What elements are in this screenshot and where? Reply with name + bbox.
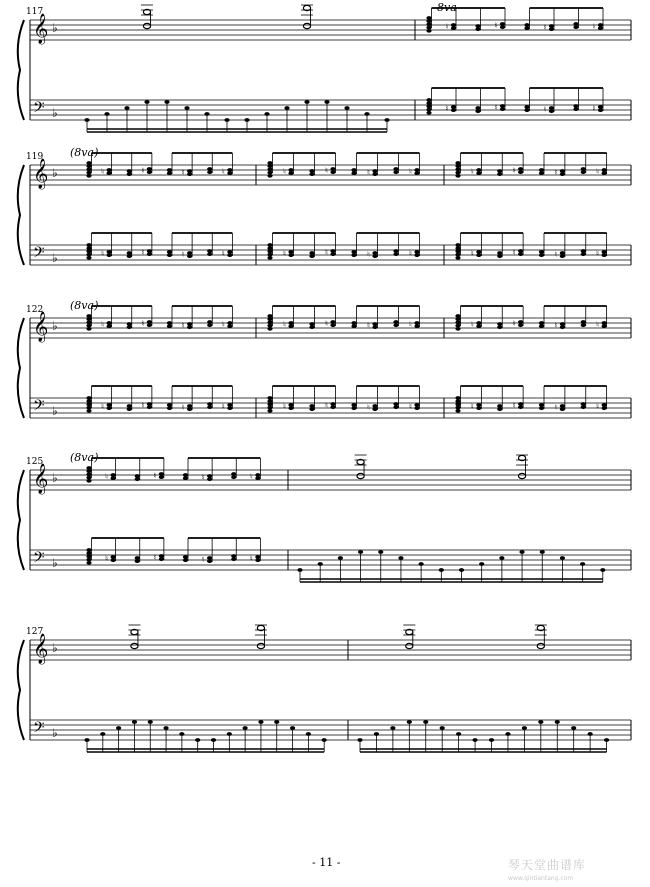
chord-note <box>227 324 232 328</box>
natural-accidental-icon: ♮ <box>470 167 474 176</box>
chord-note <box>497 254 502 258</box>
chord-note <box>147 170 152 174</box>
natural-accidental-icon: ♮ <box>445 104 449 113</box>
natural-accidental-icon: ♮ <box>543 105 547 114</box>
chord-note <box>476 406 481 410</box>
chord-note <box>127 407 132 411</box>
chord-note <box>86 409 91 413</box>
chord-note <box>539 324 544 328</box>
natural-accidental-icon: ♮ <box>367 321 370 330</box>
natural-accidental-icon: ♮ <box>141 166 145 175</box>
chord-note <box>227 253 232 257</box>
natural-accidental-icon: ♮ <box>105 472 108 481</box>
chord-note <box>207 323 212 327</box>
natural-accidental-icon: ♮ <box>409 249 412 258</box>
chord-note <box>167 171 172 175</box>
brace <box>18 470 24 570</box>
treble-clef-icon: 𝄞 <box>33 159 49 189</box>
chord-note <box>414 253 419 257</box>
natural-accidental-icon: ♮ <box>201 473 205 482</box>
natural-accidental-icon: ♮ <box>409 167 412 176</box>
half-note <box>518 473 525 478</box>
half-note <box>257 643 264 648</box>
chord-note <box>414 171 419 175</box>
chord-note <box>111 558 116 562</box>
site-watermark <box>508 856 648 884</box>
bass-clef-icon: 𝄢 <box>33 99 45 120</box>
treble-staff <box>30 13 631 45</box>
chord-note <box>560 407 565 411</box>
chord-note <box>86 479 91 483</box>
chord-note <box>426 29 431 33</box>
chord-note <box>455 409 460 413</box>
natural-accidental-icon: ♮ <box>181 250 185 259</box>
natural-accidental-icon: ♮ <box>181 403 185 412</box>
chord-note <box>227 171 232 175</box>
chord-note <box>86 561 91 565</box>
brace <box>18 20 24 120</box>
treble-clef-icon: 𝄞 <box>33 312 49 342</box>
chord-note <box>372 172 377 176</box>
chord-note <box>111 476 116 480</box>
note-group <box>267 233 419 260</box>
chord-note <box>183 558 188 562</box>
chord-note <box>330 170 335 174</box>
natural-accidental-icon: ♮ <box>249 554 253 563</box>
natural-accidental-icon: ♮ <box>512 401 516 410</box>
chord-note <box>207 252 212 256</box>
chord-note <box>497 407 502 411</box>
chord-note <box>497 325 502 329</box>
chord-note <box>107 171 112 175</box>
bass-clef-icon: 𝄢 <box>33 549 45 570</box>
chord-note <box>598 108 603 112</box>
chord-note <box>127 172 132 176</box>
natural-accidental-icon: ♮ <box>367 168 370 177</box>
treble-clef-icon: 𝄞 <box>33 464 49 494</box>
system-117 <box>18 1 631 132</box>
natural-accidental-icon: ♮ <box>445 22 449 31</box>
chord-note <box>86 174 91 178</box>
note-group <box>426 88 603 115</box>
natural-accidental-icon: ♮ <box>249 472 253 481</box>
chord-note <box>560 172 565 176</box>
half-note <box>537 643 544 648</box>
chord-note <box>372 407 377 411</box>
chord-note <box>127 254 132 258</box>
natural-accidental-icon: ♮ <box>325 248 328 257</box>
chord-note <box>288 406 293 410</box>
chord-note <box>560 325 565 329</box>
flat-key-signature-icon: ♭ <box>52 556 58 570</box>
chord-note <box>267 327 272 331</box>
chord-note <box>86 256 91 260</box>
chord-note <box>231 557 236 561</box>
chord-note <box>476 171 481 175</box>
chord-note <box>127 325 132 329</box>
natural-accidental-icon: ♮ <box>101 167 104 176</box>
natural-accidental-icon: ♮ <box>470 249 474 258</box>
natural-accidental-icon: ♮ <box>596 402 599 411</box>
chord-note <box>255 476 260 480</box>
brace <box>18 165 24 265</box>
chord-note <box>455 256 460 260</box>
treble-clef-icon: 𝄞 <box>33 634 49 664</box>
natural-accidental-icon: ♮ <box>283 402 286 411</box>
ottava-marking: 8va <box>437 1 457 14</box>
natural-accidental-icon: ♮ <box>409 402 412 411</box>
chord-note <box>573 25 578 29</box>
flat-key-signature-icon: ♭ <box>52 319 58 333</box>
chord-note <box>135 477 140 481</box>
chord-note <box>500 25 505 29</box>
chord-note <box>539 171 544 175</box>
chord-note <box>476 253 481 257</box>
chord-note <box>330 252 335 256</box>
chord-note <box>187 172 192 176</box>
chord-note <box>539 406 544 410</box>
bass-clef-icon: 𝄢 <box>33 244 45 265</box>
chord-note <box>86 327 91 331</box>
chord-note <box>183 476 188 480</box>
natural-accidental-icon: ♮ <box>181 168 185 177</box>
chord-note <box>147 323 152 327</box>
natural-accidental-icon: ♮ <box>101 402 104 411</box>
chord-note <box>309 407 314 411</box>
natural-accidental-icon: ♮ <box>592 104 596 113</box>
flat-key-signature-icon: ♭ <box>52 641 58 655</box>
chord-note <box>393 405 398 409</box>
natural-accidental-icon: ♮ <box>283 167 286 176</box>
chord-note <box>602 253 607 257</box>
chord-note <box>581 170 586 174</box>
chord-note <box>159 475 164 479</box>
natural-accidental-icon: ♮ <box>141 401 145 410</box>
natural-accidental-icon: ♮ <box>101 320 104 329</box>
flat-key-signature-icon: ♭ <box>52 471 58 485</box>
chord-note <box>426 111 431 115</box>
chord-note <box>351 253 356 257</box>
natural-accidental-icon: ♮ <box>105 554 108 563</box>
watermark-text: 琴天堂曲谱库 <box>508 858 587 872</box>
system-127 <box>18 625 631 752</box>
natural-accidental-icon: ♮ <box>596 320 599 329</box>
chord-note <box>107 253 112 257</box>
natural-accidental-icon: ♮ <box>494 103 498 112</box>
chord-note <box>560 254 565 258</box>
chord-note <box>393 252 398 256</box>
flat-key-signature-icon: ♭ <box>52 166 58 180</box>
system-122 <box>18 299 631 418</box>
chord-note <box>518 170 523 174</box>
treble-clef-icon: 𝄞 <box>33 14 49 44</box>
ottava-marking: (8va) <box>70 146 99 159</box>
note-group <box>86 386 232 413</box>
note-group <box>455 233 606 260</box>
natural-accidental-icon: ♮ <box>554 168 558 177</box>
flat-key-signature-icon: ♭ <box>52 21 58 35</box>
chord-note <box>451 108 456 112</box>
natural-accidental-icon: ♮ <box>543 23 547 32</box>
chord-note <box>539 253 544 257</box>
natural-accidental-icon: ♮ <box>592 22 596 31</box>
chord-note <box>288 324 293 328</box>
chord-note <box>207 559 212 563</box>
natural-accidental-icon: ♮ <box>221 167 225 176</box>
flat-key-signature-icon: ♭ <box>52 404 58 418</box>
natural-accidental-icon: ♮ <box>494 21 498 30</box>
natural-accidental-icon: ♮ <box>512 319 516 328</box>
natural-accidental-icon: ♮ <box>325 401 328 410</box>
chord-note <box>497 172 502 176</box>
chord-note <box>159 557 164 561</box>
half-note <box>406 643 413 648</box>
chord-note <box>393 170 398 174</box>
measure-number: 119 <box>26 152 44 162</box>
half-note <box>357 473 364 478</box>
natural-accidental-icon: ♮ <box>596 249 599 258</box>
chord-note <box>351 324 356 328</box>
natural-accidental-icon: ♮ <box>367 250 370 259</box>
bass-clef-icon: 𝄢 <box>33 719 45 740</box>
chord-note <box>549 109 554 113</box>
chord-note <box>455 327 460 331</box>
natural-accidental-icon: ♮ <box>470 402 474 411</box>
chord-note <box>207 477 212 481</box>
chord-note <box>330 323 335 327</box>
chord-note <box>167 406 172 410</box>
natural-accidental-icon: ♮ <box>221 249 225 258</box>
chord-note <box>351 406 356 410</box>
chord-note <box>288 171 293 175</box>
chord-note <box>573 107 578 111</box>
ottava-marking: (8va) <box>70 451 99 464</box>
natural-accidental-icon: ♮ <box>141 319 145 328</box>
chord-note <box>330 405 335 409</box>
chord-note <box>524 26 529 30</box>
flat-key-signature-icon: ♭ <box>52 251 58 265</box>
natural-accidental-icon: ♮ <box>153 553 157 562</box>
chord-note <box>309 254 314 258</box>
chord-note <box>602 171 607 175</box>
natural-accidental-icon: ♮ <box>554 403 558 412</box>
treble-staff <box>30 463 631 495</box>
chord-note <box>107 324 112 328</box>
measure-number: 122 <box>26 305 44 315</box>
chord-note <box>351 171 356 175</box>
chord-note <box>602 324 607 328</box>
natural-accidental-icon: ♮ <box>470 320 474 329</box>
half-note <box>143 23 150 28</box>
chord-note <box>518 405 523 409</box>
chord-note <box>476 324 481 328</box>
natural-accidental-icon: ♮ <box>221 402 225 411</box>
chord-note <box>414 324 419 328</box>
natural-accidental-icon: ♮ <box>141 248 145 257</box>
chord-note <box>147 405 152 409</box>
chord-note <box>167 324 172 328</box>
chord-note <box>267 174 272 178</box>
brace <box>18 640 24 740</box>
chord-note <box>207 405 212 409</box>
natural-accidental-icon: ♮ <box>512 248 516 257</box>
chord-note <box>581 323 586 327</box>
natural-accidental-icon: ♮ <box>367 403 370 412</box>
chord-note <box>372 254 377 258</box>
chord-note <box>207 170 212 174</box>
natural-accidental-icon: ♮ <box>153 471 157 480</box>
natural-accidental-icon: ♮ <box>409 320 412 329</box>
chord-note <box>602 406 607 410</box>
chord-note <box>518 323 523 327</box>
chord-note <box>500 107 505 111</box>
chord-note <box>288 253 293 257</box>
chord-note <box>414 406 419 410</box>
measure-number: 117 <box>26 7 44 17</box>
natural-accidental-icon: ♮ <box>221 320 225 329</box>
chord-note <box>147 252 152 256</box>
chord-note <box>227 406 232 410</box>
chord-note <box>267 409 272 413</box>
ottava-marking: (8va) <box>70 299 99 312</box>
natural-accidental-icon: ♮ <box>554 321 558 330</box>
brace <box>18 318 24 418</box>
chord-note <box>107 406 112 410</box>
natural-accidental-icon: ♮ <box>325 166 328 175</box>
chord-note <box>309 325 314 329</box>
chord-note <box>549 27 554 31</box>
natural-accidental-icon: ♮ <box>283 249 286 258</box>
chord-note <box>475 27 480 31</box>
natural-accidental-icon: ♮ <box>283 320 286 329</box>
chord-note <box>135 559 140 563</box>
natural-accidental-icon: ♮ <box>596 167 599 176</box>
note-group <box>267 386 419 413</box>
natural-accidental-icon: ♮ <box>554 250 558 259</box>
note-group <box>455 386 606 413</box>
chord-note <box>187 254 192 258</box>
bass-clef-icon: 𝄢 <box>33 397 45 418</box>
chord-note <box>451 26 456 30</box>
natural-accidental-icon: ♮ <box>181 321 185 330</box>
system-119 <box>18 146 631 265</box>
half-note <box>303 23 310 28</box>
natural-accidental-icon: ♮ <box>101 249 104 258</box>
chord-note <box>187 325 192 329</box>
chord-note <box>581 252 586 256</box>
chord-note <box>581 405 586 409</box>
note-group <box>86 233 232 260</box>
chord-note <box>167 253 172 257</box>
chord-note <box>518 252 523 256</box>
chord-note <box>267 256 272 260</box>
chord-note <box>393 323 398 327</box>
system-125 <box>18 451 631 582</box>
natural-accidental-icon: ♮ <box>512 166 516 175</box>
natural-accidental-icon: ♮ <box>325 319 328 328</box>
natural-accidental-icon: ♮ <box>201 555 205 564</box>
watermark-subtext: www.qintiantang.com <box>508 875 574 882</box>
chord-note <box>598 26 603 30</box>
chord-note <box>524 108 529 112</box>
page-number: - 11 - <box>312 856 341 869</box>
chord-note <box>309 172 314 176</box>
measure-number: 125 <box>26 457 44 467</box>
chord-note <box>455 174 460 178</box>
note-group <box>86 538 260 565</box>
chord-note <box>372 325 377 329</box>
half-note <box>131 643 138 648</box>
chord-note <box>231 475 236 479</box>
chord-note <box>255 558 260 562</box>
flat-key-signature-icon: ♭ <box>52 106 58 120</box>
flat-key-signature-icon: ♭ <box>52 726 58 740</box>
chord-note <box>475 109 480 113</box>
measure-number: 127 <box>26 627 44 637</box>
bass-staff <box>30 99 631 120</box>
chord-note <box>187 407 192 411</box>
